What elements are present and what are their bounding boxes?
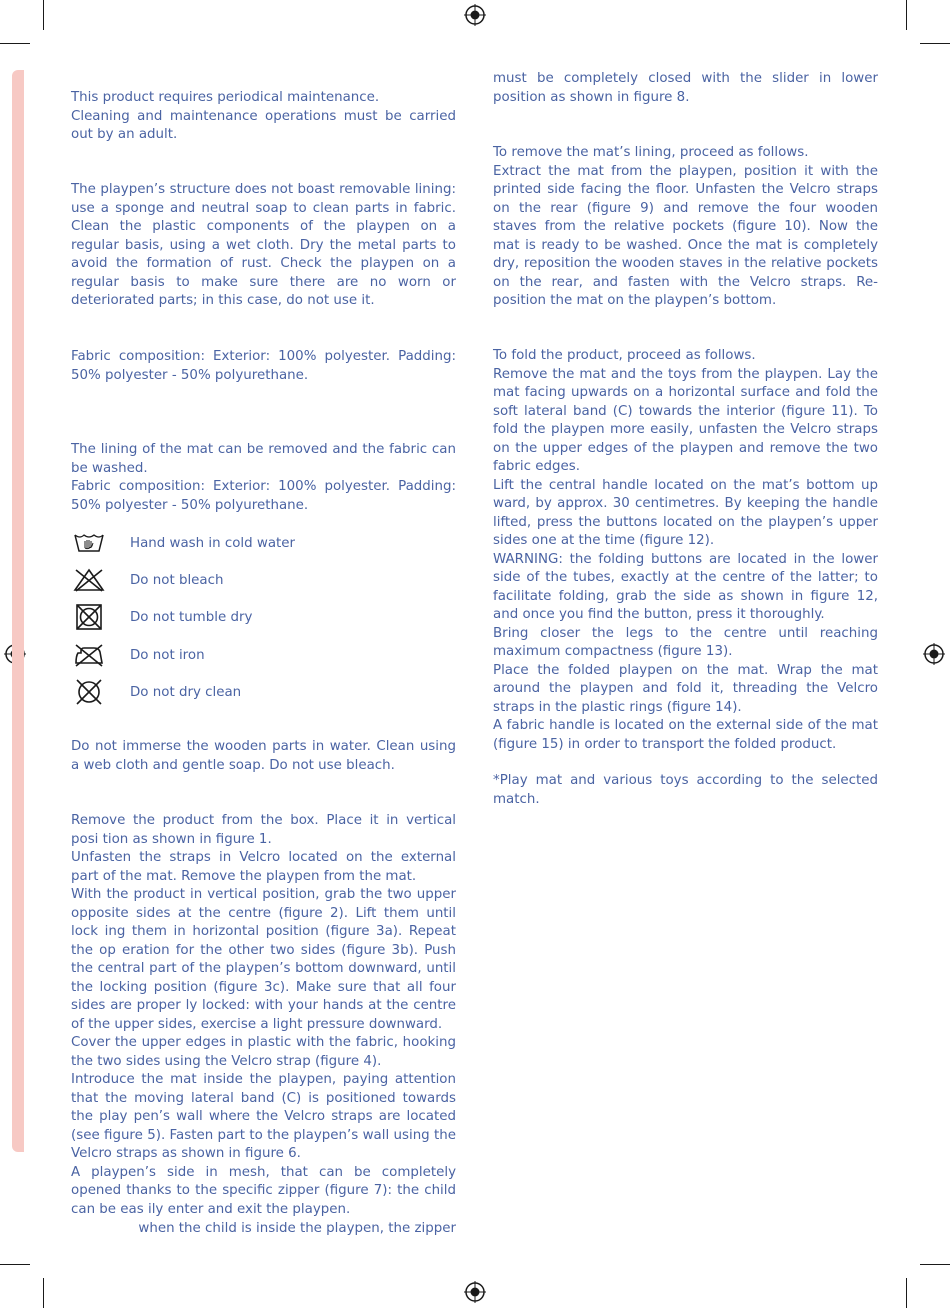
- care-label: Do not dry clean: [130, 684, 242, 700]
- care-row: [71, 640, 205, 670]
- crop-mark: [0, 1264, 30, 1265]
- hand-wash-icon: [71, 528, 107, 558]
- care-label: Do not tumble dry: [130, 609, 253, 625]
- fabric-composition-text: Fabric composition: Exterior: 100% polyester. Padding: 50% polyester - 50% polyurethane.: [71, 349, 456, 383]
- zipper-warning-start: when the child is inside the playpen, the zipper: [138, 1221, 456, 1236]
- no-iron-icon: [71, 640, 107, 670]
- no-dry-clean-icon: [71, 677, 107, 707]
- registration-mark-icon: [464, 1281, 486, 1303]
- care-row: [71, 677, 242, 707]
- wooden-parts-text: Do not immerse the wooden parts in water. Clean using a web cloth and gentle soap. Do not use bleach.: [71, 739, 456, 773]
- care-label: Do not bleach: [130, 572, 224, 588]
- crop-mark: [43, 1278, 44, 1308]
- crop-mark: [906, 1278, 907, 1308]
- registration-mark-icon: [923, 643, 945, 665]
- lining-removal-text: To remove the mat’s lining, proceed as follows. Extract the mat from the playpen, position it with the printed side facing the floor. Unfasten the Velcro straps on the rear (figure 9) and remove the four wooden staves from the relative pockets (figure 10). Now the mat is ready to be washed. Once the mat is completely dry, reposition the wooden staves in the relative pockets on the rear, and fasten with the Velcro straps. Re-position the mat on the playpen’s bottom.: [493, 145, 878, 308]
- care-row: [71, 528, 296, 558]
- crop-mark: [0, 43, 30, 44]
- care-row: [71, 565, 224, 595]
- mat-lining-text: The lining of the mat can be removed and the fabric can be washed. Fabric composition: Exterior: 100% polyester. Padding: 50% polyester - 50% polyurethane.: [71, 442, 456, 513]
- crop-mark: [920, 43, 950, 44]
- crop-mark: [43, 0, 44, 30]
- structure-cleaning-text: The playpen’s structure does not boast removable lining: use a sponge and neutral soap to clean parts in fabric. Clean the plastic components of the playpen on a regular basis, using a wet cloth. Dry the metal parts to avoid the formation of rust. Check the playpen on a regular basis to make sure there are no worn or deteriorated parts; in this case, do not use it.: [71, 182, 456, 308]
- maintenance-intro: This product requires periodical maintenance. Cleaning and maintenance operations must be carried out by an adult.: [71, 90, 456, 142]
- side-color-bar: [12, 70, 24, 1152]
- no-bleach-icon: [71, 565, 107, 595]
- zipper-warning-end: must be completely closed with the slider in lower position as shown in figure 8.: [493, 71, 878, 105]
- crop-mark: [920, 1264, 950, 1265]
- registration-mark-icon: [464, 4, 486, 26]
- crop-mark: [906, 0, 907, 30]
- folding-instructions: To fold the product, proceed as follows. Remove the mat and the toys from the playpen. Lay the mat facing upwards on a horizontal surface and fold the soft lateral band (C) towards the interior (figure 11). To fold the playpen more easily, unfasten the Velcro straps on the upper edges of the playpen and remove the two fabric edges. Lift the central handle located on the mat’s bottom up ward, by approx. 30 centimetres. By keeping the handle lifted, press the buttons located on the playpen’s upper sides one at the time (figure 12). WARNING: the folding buttons are located in the lower side of the tubes, exactly at the centre of the latter; to facilitate folding, grab the side as shown in figure 12, and once you find the button, press it thoroughly. Bring closer the legs to the centre until reaching maximum compactness (figure 13). Place the folded playpen on the mat. Wrap the mat around the playpen and fold it, threading the Velcro straps in the plastic rings (figure 14). A fabric handle is located on the external side of the mat (figure 15) in order to transport the folded product.: [493, 348, 878, 752]
- footnote: *Play mat and various toys according to the selected match.: [493, 773, 878, 807]
- care-label: Hand wash in cold water: [130, 535, 296, 551]
- assembly-instructions: Remove the product from the box. Place it in vertical posi tion as shown in figure 1. Unfasten the straps in Velcro located on the external part of the mat. Remove the playpen from the mat. With the product in vertical position, grab the two upper opposite sides at the centre (figure 2). Lift them until lock ing them in horizontal position (figure 3a). Repeat the op eration for the other two sides (figure 3b). Push the central part of the playpen’s bottom downward, until the locking position (figure 3c). Make sure that all four sides are proper ly locked: with your hands at the centre of the upper sides, exercise a light pressure downward. Cover the upper edges in plastic with the fabric, hooking the two sides using the Velcro strap (figure 4). Introduce the mat inside the playpen, paying attention that the moving lateral band (C) is positioned towards the play pen’s wall where the Velcro straps are located (see figure 5). Fasten part to the playpen’s wall using the Velcro straps as shown in figure 6. A playpen’s side in mesh, that can be completely opened thanks to the specific zipper (figure 7): the child can be eas ily enter and exit the playpen.: [71, 813, 456, 1217]
- care-row: [71, 602, 253, 632]
- care-label: Do not iron: [130, 647, 205, 663]
- no-tumble-dry-icon: [71, 602, 107, 632]
